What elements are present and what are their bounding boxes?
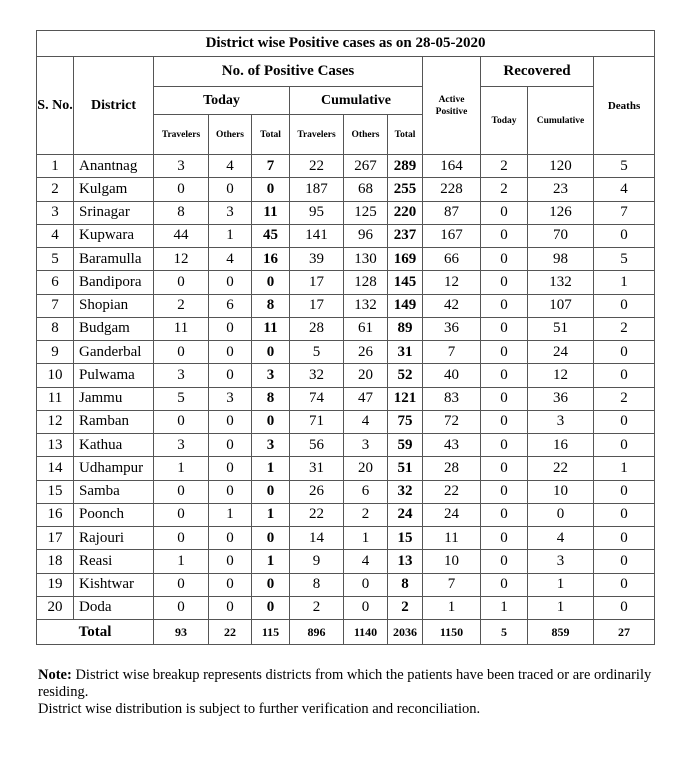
cell-sno: 8 [37, 317, 74, 340]
cell-recovered-cumulative: 132 [528, 271, 594, 294]
cell-today-others: 1 [209, 503, 252, 526]
cell-sno: 14 [37, 457, 74, 480]
cell-active-positive: 167 [423, 224, 481, 247]
cell-cumulative-others: 26 [344, 341, 388, 364]
cell-cumulative-travelers: 2 [290, 596, 344, 619]
cell-cumulative-others: 267 [344, 155, 388, 178]
table-row [37, 573, 655, 596]
cell-district: Doda [74, 596, 154, 619]
cell-cumulative-travelers: 8 [290, 573, 344, 596]
cell-recovered-today: 0 [481, 434, 528, 457]
cell-deaths: 0 [594, 364, 655, 387]
header-deaths: Deaths [594, 57, 655, 155]
cell-active-positive: 10 [423, 550, 481, 573]
cell-cumulative-others: 4 [344, 550, 388, 573]
cell-cumulative-others: 47 [344, 387, 388, 410]
cell-cumulative-total: 59 [388, 434, 423, 457]
header-today-travelers: Travelers [154, 115, 209, 155]
cell-today-total: 0 [252, 271, 290, 294]
cell-active-positive: 43 [423, 434, 481, 457]
cell-today-others: 3 [209, 387, 252, 410]
cell-active-positive: 40 [423, 364, 481, 387]
table-row [37, 596, 655, 619]
cell-cumulative-travelers: 56 [290, 434, 344, 457]
cell-deaths: 5 [594, 248, 655, 271]
cell-cumulative-others: 125 [344, 201, 388, 224]
footnote [38, 667, 658, 718]
cell-cumulative-others: 0 [344, 573, 388, 596]
cell-recovered-cumulative: 1 [528, 573, 594, 596]
cell-recovered-today: 0 [481, 341, 528, 364]
cell-sno: 17 [37, 527, 74, 550]
cell-sno: 15 [37, 480, 74, 503]
cell-today-total: 8 [252, 294, 290, 317]
cell-today-travelers: 5 [154, 387, 209, 410]
cell-cumulative-total: 13 [388, 550, 423, 573]
cell-recovered-cumulative: 3 [528, 550, 594, 573]
table-row [37, 294, 655, 317]
cell-today-total: 7 [252, 155, 290, 178]
cell-today-others: 0 [209, 434, 252, 457]
cell-today-others: 1 [209, 224, 252, 247]
cell-district: Pulwama [74, 364, 154, 387]
cell-deaths: 1 [594, 271, 655, 294]
cell-today-others: 0 [209, 480, 252, 503]
cell-cumulative-travelers: 9 [290, 550, 344, 573]
cell-deaths: 0 [594, 434, 655, 457]
table-row [37, 341, 655, 364]
cell-sno: 11 [37, 387, 74, 410]
cell-cumulative-others: 1 [344, 527, 388, 550]
cell-active-positive: 12 [423, 271, 481, 294]
cell-recovered-today: 0 [481, 387, 528, 410]
cell-district: Srinagar [74, 201, 154, 224]
cell-recovered-cumulative: 24 [528, 341, 594, 364]
cell-today-travelers: 8 [154, 201, 209, 224]
cell-today-total: 1 [252, 457, 290, 480]
table-row [37, 527, 655, 550]
cell-cumulative-total: 75 [388, 410, 423, 433]
cell-recovered-today: 0 [481, 480, 528, 503]
total-recovered-today: 5 [481, 620, 528, 645]
cell-today-total: 0 [252, 341, 290, 364]
cell-today-travelers: 3 [154, 364, 209, 387]
cell-district: Rajouri [74, 527, 154, 550]
total-recovered-cumulative: 859 [528, 620, 594, 645]
cell-today-travelers: 1 [154, 457, 209, 480]
cell-recovered-today: 0 [481, 503, 528, 526]
cell-district: Kishtwar [74, 573, 154, 596]
cell-today-travelers: 0 [154, 480, 209, 503]
cell-today-total: 0 [252, 178, 290, 201]
table-title: District wise Positive cases as on 28-05-2020 [37, 31, 655, 57]
cell-cumulative-total: 145 [388, 271, 423, 294]
cell-cumulative-total: 15 [388, 527, 423, 550]
header-cumulative-travelers: Travelers [290, 115, 344, 155]
cell-today-total: 0 [252, 480, 290, 503]
header-cumulative-total: Total [388, 115, 423, 155]
cell-today-total: 3 [252, 364, 290, 387]
cell-cumulative-total: 8 [388, 573, 423, 596]
total-cumulative-others: 1140 [344, 620, 388, 645]
cell-cumulative-travelers: 31 [290, 457, 344, 480]
cell-recovered-today: 0 [481, 317, 528, 340]
total-cumulative-travelers: 896 [290, 620, 344, 645]
cell-today-total: 0 [252, 527, 290, 550]
table-row [37, 480, 655, 503]
cell-recovered-cumulative: 4 [528, 527, 594, 550]
cell-district: Anantnag [74, 155, 154, 178]
cell-district: Ramban [74, 410, 154, 433]
cell-today-total: 45 [252, 224, 290, 247]
cell-recovered-cumulative: 23 [528, 178, 594, 201]
cell-recovered-today: 0 [481, 201, 528, 224]
cell-sno: 13 [37, 434, 74, 457]
cell-active-positive: 228 [423, 178, 481, 201]
cell-sno: 3 [37, 201, 74, 224]
cell-deaths: 4 [594, 178, 655, 201]
cell-today-travelers: 44 [154, 224, 209, 247]
cell-district: Budgam [74, 317, 154, 340]
cell-active-positive: 72 [423, 410, 481, 433]
cell-today-total: 11 [252, 201, 290, 224]
cell-district: Samba [74, 480, 154, 503]
cell-cumulative-travelers: 74 [290, 387, 344, 410]
header-sno: S. No. [37, 57, 74, 155]
cell-cumulative-total: 52 [388, 364, 423, 387]
cell-today-others: 0 [209, 410, 252, 433]
cell-cumulative-travelers: 141 [290, 224, 344, 247]
table-row [37, 271, 655, 294]
cell-district: Kulgam [74, 178, 154, 201]
cell-deaths: 0 [594, 550, 655, 573]
cell-deaths: 7 [594, 201, 655, 224]
cell-cumulative-total: 237 [388, 224, 423, 247]
cell-today-travelers: 1 [154, 550, 209, 573]
cell-deaths: 1 [594, 457, 655, 480]
cell-today-others: 6 [209, 294, 252, 317]
cell-recovered-today: 0 [481, 364, 528, 387]
cell-deaths: 0 [594, 596, 655, 619]
cell-today-travelers: 0 [154, 271, 209, 294]
cell-recovered-cumulative: 107 [528, 294, 594, 317]
cell-cumulative-total: 220 [388, 201, 423, 224]
cell-sno: 7 [37, 294, 74, 317]
note-label: Note: [38, 667, 72, 683]
total-active-positive: 1150 [423, 620, 481, 645]
cell-cumulative-others: 4 [344, 410, 388, 433]
cell-cumulative-total: 2 [388, 596, 423, 619]
cell-sno: 6 [37, 271, 74, 294]
cell-cumulative-total: 31 [388, 341, 423, 364]
cell-sno: 9 [37, 341, 74, 364]
cell-cumulative-travelers: 22 [290, 155, 344, 178]
cell-cumulative-others: 132 [344, 294, 388, 317]
total-deaths: 27 [594, 620, 655, 645]
cell-today-travelers: 0 [154, 341, 209, 364]
cell-cumulative-others: 128 [344, 271, 388, 294]
total-row [37, 620, 655, 645]
cell-today-others: 0 [209, 178, 252, 201]
cell-cumulative-travelers: 95 [290, 201, 344, 224]
cell-deaths: 2 [594, 387, 655, 410]
cell-cumulative-travelers: 17 [290, 271, 344, 294]
cell-cumulative-others: 6 [344, 480, 388, 503]
cell-today-others: 4 [209, 155, 252, 178]
cell-today-travelers: 3 [154, 155, 209, 178]
cell-today-travelers: 0 [154, 573, 209, 596]
cell-deaths: 2 [594, 317, 655, 340]
cell-cumulative-total: 289 [388, 155, 423, 178]
cell-recovered-today: 0 [481, 573, 528, 596]
cell-today-travelers: 0 [154, 178, 209, 201]
cell-recovered-cumulative: 1 [528, 596, 594, 619]
cell-today-travelers: 0 [154, 410, 209, 433]
cell-deaths: 5 [594, 155, 655, 178]
cell-active-positive: 83 [423, 387, 481, 410]
cell-cumulative-travelers: 187 [290, 178, 344, 201]
cell-cumulative-total: 24 [388, 503, 423, 526]
cell-cumulative-travelers: 14 [290, 527, 344, 550]
table-row [37, 457, 655, 480]
header-cumulative: Cumulative [290, 87, 423, 115]
cell-cumulative-others: 20 [344, 364, 388, 387]
cell-recovered-cumulative: 22 [528, 457, 594, 480]
cell-today-others: 4 [209, 248, 252, 271]
cell-today-others: 0 [209, 527, 252, 550]
cell-cumulative-others: 96 [344, 224, 388, 247]
cell-recovered-today: 0 [481, 271, 528, 294]
cell-active-positive: 24 [423, 503, 481, 526]
cell-cumulative-others: 3 [344, 434, 388, 457]
cell-cumulative-others: 130 [344, 248, 388, 271]
cell-today-travelers: 11 [154, 317, 209, 340]
cell-today-others: 0 [209, 596, 252, 619]
cell-active-positive: 22 [423, 480, 481, 503]
cell-recovered-today: 0 [481, 527, 528, 550]
cell-cumulative-travelers: 39 [290, 248, 344, 271]
table-row [37, 550, 655, 573]
district-cases-table [36, 30, 655, 645]
cell-today-others: 3 [209, 201, 252, 224]
cell-cumulative-travelers: 5 [290, 341, 344, 364]
cell-district: Bandipora [74, 271, 154, 294]
cell-deaths: 0 [594, 410, 655, 433]
cell-cumulative-total: 51 [388, 457, 423, 480]
cell-recovered-cumulative: 3 [528, 410, 594, 433]
table-row [37, 503, 655, 526]
cell-recovered-today: 2 [481, 178, 528, 201]
cell-cumulative-total: 121 [388, 387, 423, 410]
cell-today-total: 0 [252, 596, 290, 619]
cell-cumulative-others: 0 [344, 596, 388, 619]
cell-cumulative-travelers: 71 [290, 410, 344, 433]
note-line-1 [38, 667, 658, 701]
cell-active-positive: 1 [423, 596, 481, 619]
cell-sno: 5 [37, 248, 74, 271]
cell-sno: 19 [37, 573, 74, 596]
cell-recovered-today: 0 [481, 410, 528, 433]
header-today-others: Others [209, 115, 252, 155]
cell-today-total: 3 [252, 434, 290, 457]
cell-district: Udhampur [74, 457, 154, 480]
cell-deaths: 0 [594, 527, 655, 550]
total-label: Total [37, 620, 154, 645]
cell-today-travelers: 2 [154, 294, 209, 317]
cell-active-positive: 7 [423, 573, 481, 596]
cell-today-travelers: 3 [154, 434, 209, 457]
cell-today-travelers: 0 [154, 596, 209, 619]
cell-recovered-today: 0 [481, 294, 528, 317]
cell-today-total: 8 [252, 387, 290, 410]
cell-active-positive: 36 [423, 317, 481, 340]
table-row [37, 434, 655, 457]
cell-cumulative-others: 61 [344, 317, 388, 340]
cell-active-positive: 164 [423, 155, 481, 178]
cell-cumulative-travelers: 26 [290, 480, 344, 503]
cell-recovered-today: 0 [481, 550, 528, 573]
cell-recovered-cumulative: 12 [528, 364, 594, 387]
cell-today-total: 16 [252, 248, 290, 271]
cell-district: Ganderbal [74, 341, 154, 364]
cell-district: Reasi [74, 550, 154, 573]
cell-today-total: 0 [252, 573, 290, 596]
cell-recovered-cumulative: 98 [528, 248, 594, 271]
table-row [37, 178, 655, 201]
cell-cumulative-travelers: 17 [290, 294, 344, 317]
cell-deaths: 0 [594, 341, 655, 364]
cell-deaths: 0 [594, 503, 655, 526]
cell-today-others: 0 [209, 457, 252, 480]
cell-today-others: 0 [209, 317, 252, 340]
header-recovered-today: Today [481, 87, 528, 155]
cell-today-total: 0 [252, 410, 290, 433]
cell-district: Kathua [74, 434, 154, 457]
note-line-2: District wise distribution is subject to further verification and reconciliation. [38, 701, 481, 717]
header-today-total: Total [252, 115, 290, 155]
cell-today-others: 0 [209, 550, 252, 573]
cell-cumulative-total: 89 [388, 317, 423, 340]
cell-sno: 1 [37, 155, 74, 178]
cell-recovered-cumulative: 10 [528, 480, 594, 503]
cell-sno: 12 [37, 410, 74, 433]
header-positive-cases: No. of Positive Cases [154, 57, 423, 87]
cell-deaths: 0 [594, 224, 655, 247]
cell-active-positive: 66 [423, 248, 481, 271]
cell-cumulative-others: 20 [344, 457, 388, 480]
cell-today-others: 0 [209, 341, 252, 364]
cell-sno: 18 [37, 550, 74, 573]
header-recovered: Recovered [481, 57, 594, 87]
header-today: Today [154, 87, 290, 115]
note-text-1: District wise breakup represents districts from which the patients have been traced or are ordinarily residing. [38, 667, 652, 700]
cell-cumulative-travelers: 32 [290, 364, 344, 387]
cell-today-travelers: 0 [154, 527, 209, 550]
cell-today-total: 1 [252, 550, 290, 573]
cell-district: Shopian [74, 294, 154, 317]
cell-recovered-cumulative: 0 [528, 503, 594, 526]
cell-district: Baramulla [74, 248, 154, 271]
table-row [37, 410, 655, 433]
cell-recovered-cumulative: 51 [528, 317, 594, 340]
cell-active-positive: 28 [423, 457, 481, 480]
cell-deaths: 0 [594, 480, 655, 503]
cell-cumulative-total: 32 [388, 480, 423, 503]
cell-recovered-today: 0 [481, 457, 528, 480]
cell-sno: 16 [37, 503, 74, 526]
cell-recovered-cumulative: 36 [528, 387, 594, 410]
cell-deaths: 0 [594, 573, 655, 596]
cell-active-positive: 7 [423, 341, 481, 364]
cell-recovered-cumulative: 120 [528, 155, 594, 178]
cell-recovered-cumulative: 16 [528, 434, 594, 457]
cell-today-total: 1 [252, 503, 290, 526]
total-today-others: 22 [209, 620, 252, 645]
header-recovered-cumulative: Cumulative [528, 87, 594, 155]
cell-recovered-today: 0 [481, 224, 528, 247]
cell-active-positive: 87 [423, 201, 481, 224]
table-row [37, 201, 655, 224]
total-today-travelers: 93 [154, 620, 209, 645]
table-row [37, 155, 655, 178]
cell-recovered-today: 2 [481, 155, 528, 178]
table-row [37, 248, 655, 271]
cell-district: Kupwara [74, 224, 154, 247]
cell-active-positive: 42 [423, 294, 481, 317]
cell-today-total: 11 [252, 317, 290, 340]
cell-sno: 10 [37, 364, 74, 387]
total-cumulative-total: 2036 [388, 620, 423, 645]
table-row [37, 364, 655, 387]
cell-today-others: 0 [209, 573, 252, 596]
cell-cumulative-travelers: 22 [290, 503, 344, 526]
cell-district: Jammu [74, 387, 154, 410]
cell-cumulative-others: 2 [344, 503, 388, 526]
table-row [37, 317, 655, 340]
cell-cumulative-travelers: 28 [290, 317, 344, 340]
cell-cumulative-total: 255 [388, 178, 423, 201]
cell-today-others: 0 [209, 364, 252, 387]
cell-cumulative-others: 68 [344, 178, 388, 201]
cell-sno: 20 [37, 596, 74, 619]
cell-cumulative-total: 149 [388, 294, 423, 317]
cell-recovered-cumulative: 126 [528, 201, 594, 224]
table-body [37, 155, 655, 620]
total-today-total: 115 [252, 620, 290, 645]
cell-sno: 4 [37, 224, 74, 247]
header-district: District [74, 57, 154, 155]
table-row [37, 387, 655, 410]
header-active-positive: Active Positive [423, 57, 481, 155]
cell-sno: 2 [37, 178, 74, 201]
cell-cumulative-total: 169 [388, 248, 423, 271]
cell-active-positive: 11 [423, 527, 481, 550]
cell-recovered-cumulative: 70 [528, 224, 594, 247]
cell-today-travelers: 0 [154, 503, 209, 526]
cell-deaths: 0 [594, 294, 655, 317]
cell-recovered-today: 1 [481, 596, 528, 619]
cell-today-others: 0 [209, 271, 252, 294]
table-row [37, 224, 655, 247]
cell-today-travelers: 12 [154, 248, 209, 271]
cell-district: Poonch [74, 503, 154, 526]
header-cumulative-others: Others [344, 115, 388, 155]
cell-recovered-today: 0 [481, 248, 528, 271]
